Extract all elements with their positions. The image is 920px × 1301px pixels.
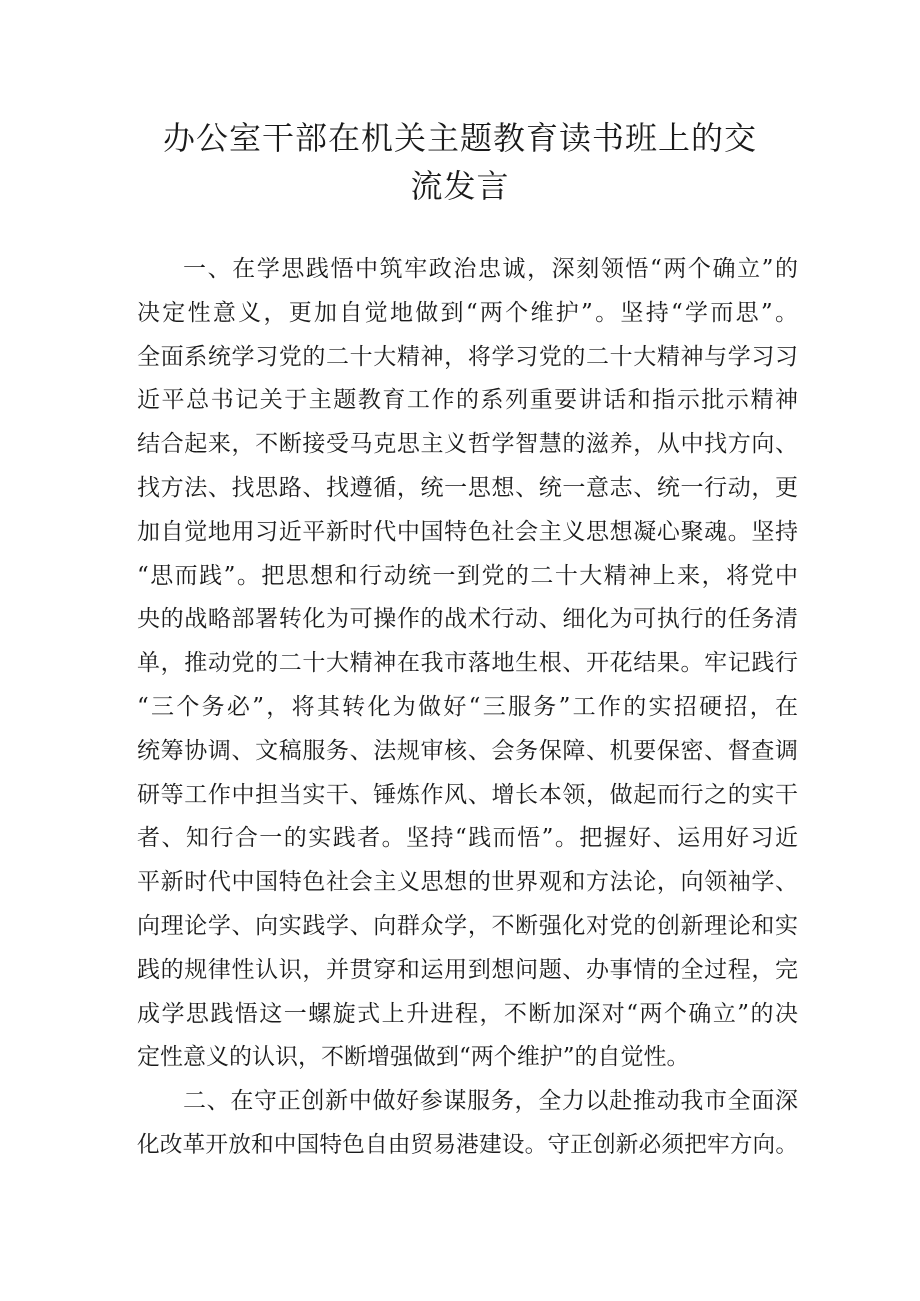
paragraph-1-line: 加自觉地用习近平新时代中国特色社会主义思想凝心聚魂。坚持 bbox=[137, 518, 798, 545]
paragraph-1-line: 决定性意义，更加自觉地做到“两个维护”。坚持“学而思”。 bbox=[137, 299, 798, 326]
title-line-1: 办公室干部在机关主题教育读书班上的交 bbox=[162, 119, 757, 157]
paragraph-1-line: 研等工作中担当实干、锤炼作风、增长本领，做起而行之的实干 bbox=[137, 781, 798, 808]
paragraph-1-line: 央的战略部署转化为可操作的战术行动、细化为可执行的任务清 bbox=[137, 606, 798, 633]
document-title bbox=[140, 114, 780, 210]
paragraph-1-line: 近平总书记关于主题教育工作的系列重要讲话和指示批示精神 bbox=[137, 387, 798, 414]
paragraph-1-line: 向理论学、向实践学、向群众学，不断强化对党的创新理论和实 bbox=[137, 912, 798, 939]
paragraph-1-line: 全面系统学习党的二十大精神，将学习党的二十大精神与学习习 bbox=[137, 343, 798, 370]
paragraph-1-line: 单，推动党的二十大精神在我市落地生根、开花结果。牢记践行 bbox=[137, 650, 798, 677]
paragraph-1-line: 统筹协调、文稿服务、法规审核、会务保障、机要保密、督查调 bbox=[137, 737, 798, 764]
paragraph-1-line: 成学思践悟这一螺旋式上升进程，不断加深对“两个确立”的决 bbox=[137, 1000, 798, 1027]
paragraph-2-line: 化改革开放和中国特色自由贸易港建设。守正创新必须把牢方向。 bbox=[137, 1131, 798, 1158]
paragraph-1-line: 者、知行合一的实践者。坚持“践而悟”。把握好、运用好习近 bbox=[137, 825, 798, 852]
paragraph-1-line: 定性意义的认识，不断增强做到“两个维护”的自觉性。 bbox=[137, 1044, 690, 1071]
paragraph-1-line: “思而践”。把思想和行动统一到党的二十大精神上来，将党中 bbox=[137, 562, 798, 589]
paragraph-1-line: “三个务必”，将其转化为做好“三服务”工作的实招硬招，在 bbox=[137, 693, 798, 720]
paragraph-1-line: 践的规律性认识，并贯穿和运用到想问题、办事情的全过程，完 bbox=[137, 956, 798, 983]
title-line-2: 流发言 bbox=[410, 167, 510, 205]
paragraph-1-line: 结合起来，不断接受马克思主义哲学智慧的滋养，从中找方向、 bbox=[137, 431, 798, 458]
document-body bbox=[137, 248, 798, 1168]
paragraph-2-line: 二、在守正创新中做好参谋服务，全力以赴推动我市全面深 bbox=[183, 1088, 798, 1115]
paragraph-1-line: 一、在学思践悟中筑牢政治忠诚，深刻领悟“两个确立”的 bbox=[183, 256, 798, 282]
paragraph-1-line: 平新时代中国特色社会主义思想的世界观和方法论，向领袖学、 bbox=[137, 869, 798, 896]
paragraph-1-line: 找方法、找思路、找遵循，统一思想、统一意志、统一行动，更 bbox=[137, 474, 798, 501]
